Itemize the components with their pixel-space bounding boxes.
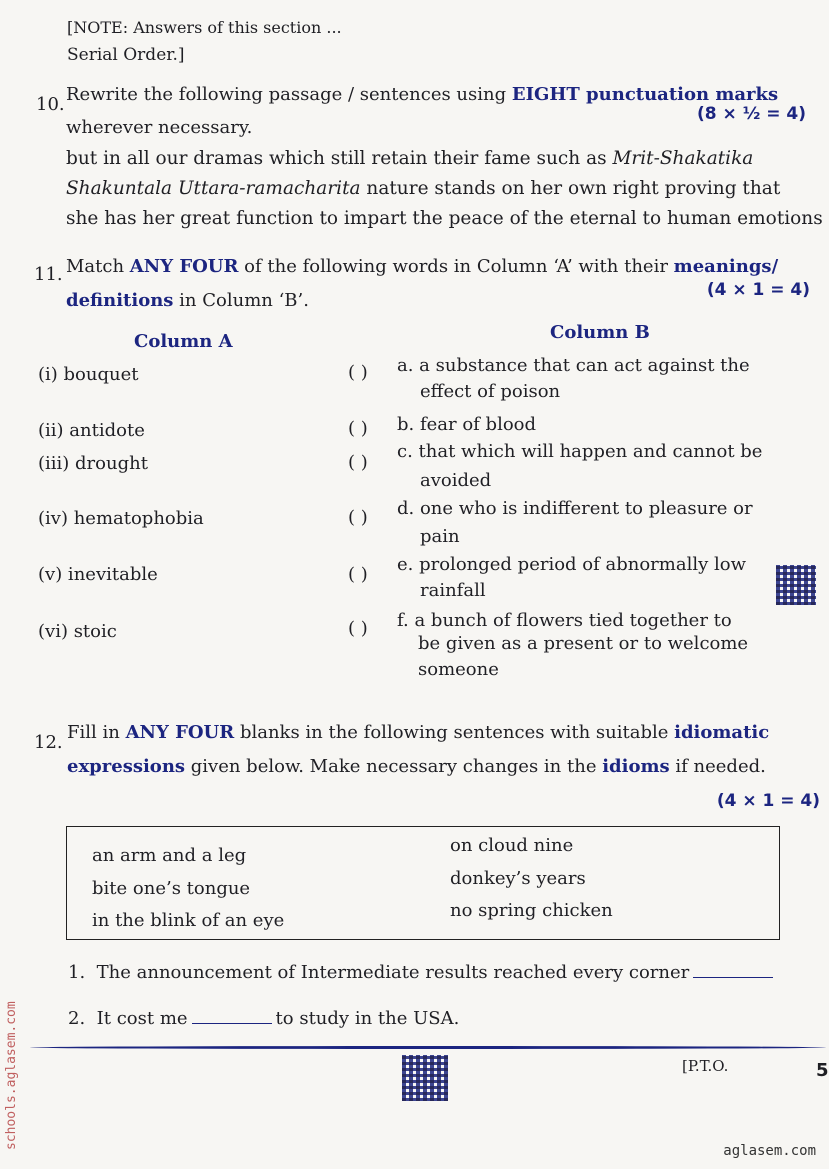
footer-rule	[30, 1046, 826, 1049]
qr-code-icon	[402, 1055, 448, 1101]
pto-label: [P.T.O.	[682, 1057, 729, 1075]
q12-instruction-cont: expressions given below. Make necessary changes in the idioms if needed.	[67, 756, 766, 777]
corner-watermark: aglasem.com	[723, 1143, 816, 1159]
q11-instruction-cont: definitions in Column ‘B’.	[66, 290, 309, 311]
idiom: in the blink of an eye	[92, 910, 285, 931]
col-a-item: (v) inevitable	[38, 564, 158, 585]
col-a-item: (ii) antidote	[38, 420, 145, 441]
col-a-item: (vi) stoic	[38, 621, 117, 642]
idiom: on cloud nine	[450, 835, 574, 856]
col-b-item: a. a substance that can act against the	[397, 355, 750, 376]
answer-bracket[interactable]: ( )	[348, 564, 368, 585]
side-watermark: schools.aglasem.com	[4, 1001, 19, 1150]
idiom: no spring chicken	[450, 900, 613, 921]
col-b-item: b. fear of blood	[397, 414, 537, 435]
answer-bracket[interactable]: ( )	[348, 418, 368, 439]
note-line-1: [NOTE: Answers of this section ...	[67, 18, 342, 37]
answer-bracket[interactable]: ( )	[348, 452, 368, 473]
q11-instruction: Match ANY FOUR of the following words in Column ‘A’ with their meanings/	[66, 256, 779, 277]
col-a-item: (i) bouquet	[38, 364, 139, 385]
answer-bracket[interactable]: ( )	[348, 507, 368, 528]
q10-instruction: Rewrite the following passage / sentences using EIGHT punctuation marks	[66, 84, 779, 105]
col-b-item-cont: avoided	[420, 470, 492, 491]
idiom: bite one’s tongue	[92, 878, 251, 899]
col-b-item-cont: effect of poison	[420, 381, 561, 402]
q10-marks: (8 × ½ = 4)	[697, 104, 806, 124]
q10-number: 10.	[36, 94, 65, 115]
sentence-1: 1. The announcement of Intermediate results reached every corner	[68, 962, 777, 983]
q11-number: 11.	[34, 264, 63, 285]
col-b-item-cont: someone	[418, 659, 499, 680]
qr-code-icon	[776, 565, 816, 605]
col-b-item: d. one who is indifferent to pleasure or	[397, 498, 753, 519]
answer-bracket[interactable]: ( )	[348, 362, 368, 383]
q12-instruction: Fill in ANY FOUR blanks in the following sentences with suitable idiomatic	[67, 722, 770, 743]
q10-passage-line-1: but in all our dramas which still retain their fame such as Mrit-Shakatika	[66, 148, 754, 169]
col-b-item: e. prolonged period of abnormally low	[397, 554, 746, 575]
q10-passage-line-2: Shakuntala Uttara-ramacharita nature stands on her own right proving that	[66, 178, 781, 199]
idiom: an arm and a leg	[92, 845, 247, 866]
q10-instruction-cont: wherever necessary.	[66, 117, 253, 138]
q11-marks: (4 × 1 = 4)	[706, 280, 810, 300]
col-b-item: f. a bunch of flowers tied together to	[397, 610, 732, 631]
col-a-item: (iii) drought	[38, 453, 148, 474]
col-b-item: c. that which will happen and cannot be	[397, 441, 763, 462]
blank-field[interactable]	[192, 1023, 272, 1024]
q12-marks: (4 × 1 = 4)	[716, 791, 820, 811]
col-a-item: (iv) hematophobia	[38, 508, 204, 529]
col-b-item-cont: rainfall	[420, 580, 486, 601]
answer-bracket[interactable]: ( )	[348, 618, 368, 639]
q12-number: 12.	[34, 732, 63, 753]
col-b-item-cont: be given as a present or to welcome	[418, 633, 749, 654]
col-b-item-cont: pain	[420, 526, 460, 547]
idiom: donkey’s years	[450, 868, 586, 889]
column-a-heading: Column A	[134, 331, 233, 352]
page-number: 5	[816, 1060, 829, 1081]
blank-field[interactable]	[693, 977, 773, 978]
sentence-2: 2. It cost me to study in the USA.	[68, 1008, 460, 1029]
column-b-heading: Column B	[550, 322, 650, 343]
note-line-2: Serial Order.]	[67, 45, 185, 65]
q10-passage-line-3: she has her great function to impart the peace of the eternal to human emotions	[66, 208, 823, 229]
